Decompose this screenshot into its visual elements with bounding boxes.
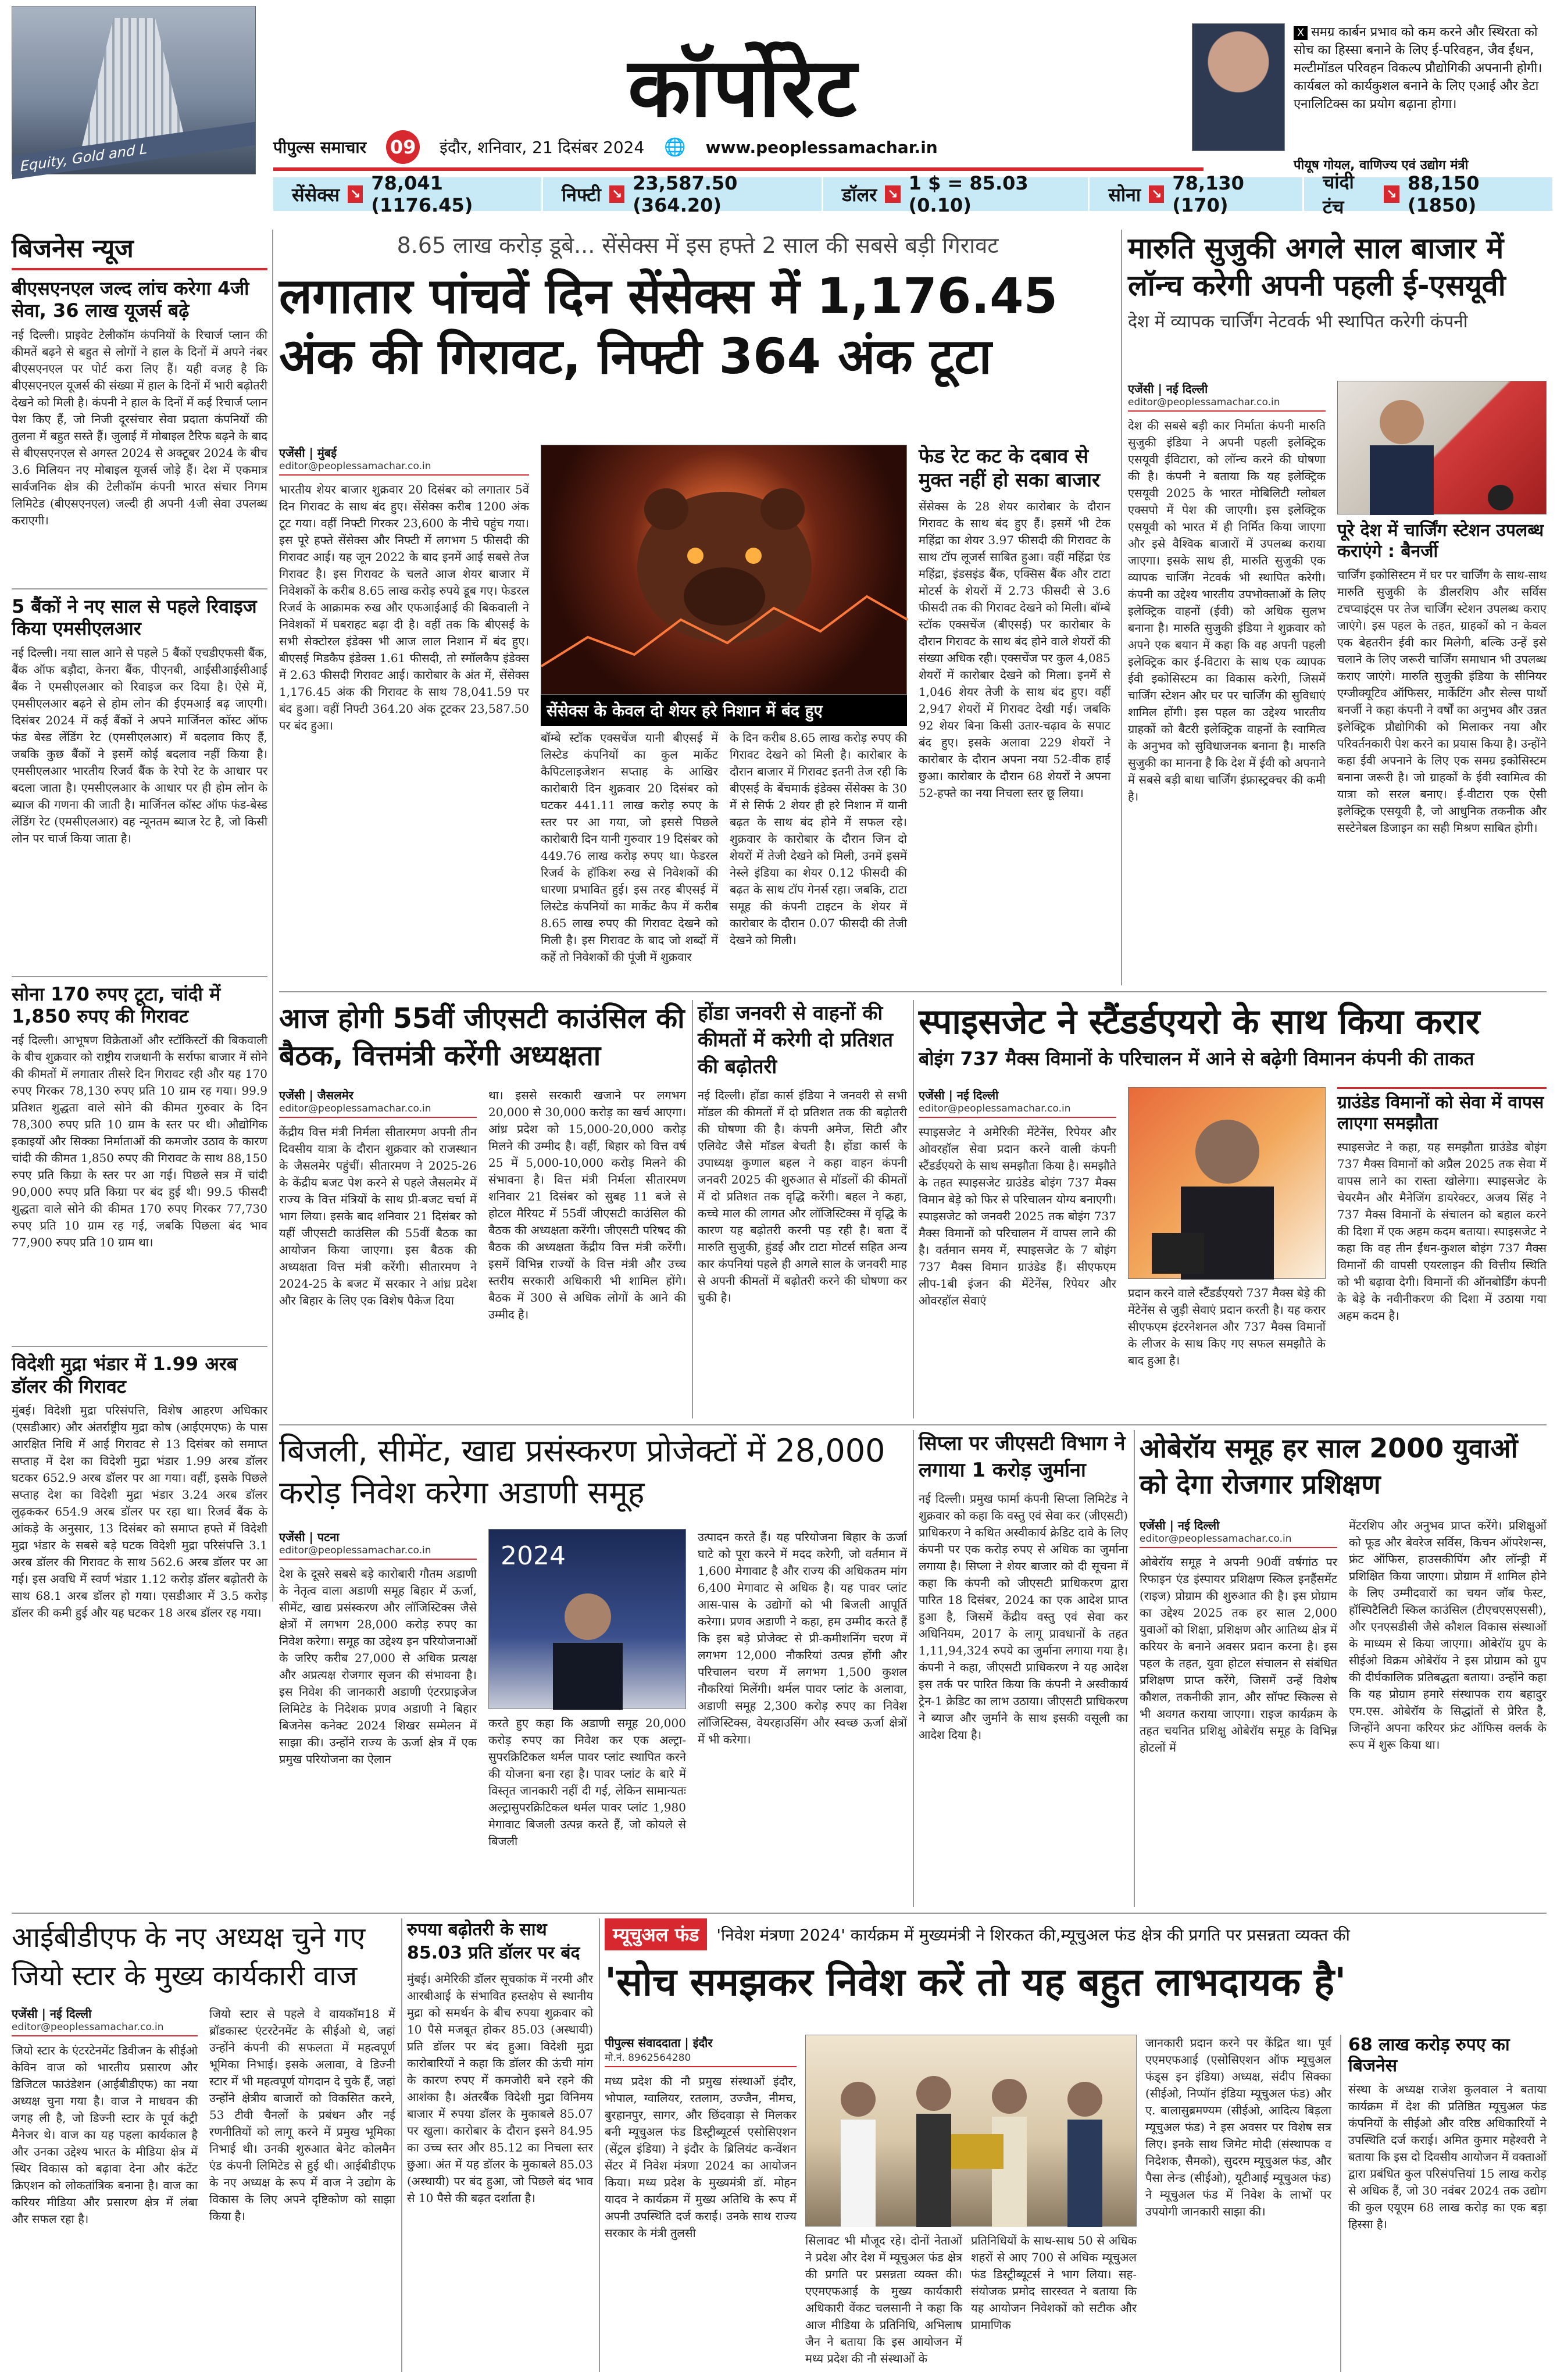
spicejet-photo <box>1128 1087 1326 1279</box>
spicejet-box-title: ग्राउंडेड विमानों को सेवा में वापस लाएगा समझौता <box>1337 1087 1547 1134</box>
quote-text <box>1294 23 1544 113</box>
rupee-body: मुंबई। अमेरिकी डॉलर सूचकांक में नरमी और आरबीआई के संभावित हस्तक्षेप से स्थानीय मुद्रा को समर्थन के बीच रुपया शुक्रवार को 10 पैसे मजबूत होकर 85.03 (अस्थायी) प्रति डॉलर पर बंद हुआ। विदेशी मुद्रा कारोबारियों ने कहा कि डॉलर की ऊंची मांग के कारण रुपए में कमजोरी बने रहने की आशंका है। अंतरबैंक विदेशी मुद्रा विनिमय बाजार में रुपया डॉलर के मुकाबले 85.07 पर खुला। कारोबार के दौरान इसने 84.95 का उच्च स्तर और 85.12 का निचला स्तर छुआ। अंत में यह डॉलर के मुकाबले 85.03 (अस्थायी) पर बंद हुआ, जो पिछले बंद भाव से 10 पैसे की बढ़त दर्शाता है। <box>407 1972 593 2205</box>
lead-col2: बॉम्बे स्टॉक एक्सचेंज यानी बीएसई में लिस्टेड कंपनियों का कुल मार्केट कैपिटलाइजेशन सप्ताह के आखिर कारोबारी दिन शुक्रवार 20 दिसंबर को घटकर 441.11 लाख करोड़ रुपए के स्तर पर आ गया, जो इससे पिछले कारोबारी दिन यानी गुरुवार 19 दिसंबर को 449.76 लाख करोड़ रुपए था। फेडरल रिजर्व के हॉकिश रुख से निवेशकों की धारणा प्रभावित हुई। इस तरह बीएसई में लिस्टेड कंपनियों का मार्केट कैप में करीब 8.65 लाख रुपए की गिरावट देखने को मिली है। इस गिरावट के बाद जो शब्दों में कहें तो निवेशकों की पूंजी में शुक्रवार <box>541 731 718 964</box>
spicejet-col1-block <box>919 1087 1116 1414</box>
bear-illustration <box>541 445 908 695</box>
ibdf-col1-block <box>12 2006 198 2368</box>
ticker-label: निफ्टी <box>561 183 601 206</box>
lead-col2-block <box>541 730 718 980</box>
ticker-value: 1 $ = 85.03 (0.10) <box>908 172 1029 216</box>
market-ticker <box>273 171 1552 218</box>
maruti-subhead: देश में व्यापक चार्जिंग नेटवर्क भी स्थापित करेगी कंपनी <box>1128 312 1468 332</box>
quote-body: समग्र कार्बन प्रभाव को कम करने और स्थिरता को सोच का हिस्सा बनाने के लिए ई-परिवहन, जैव ईंधन, मल्टीमॉडल परिवहन विकल्प प्रौद्योगिकी अपनानी होगी। कार्यबल को कार्यकुशल बनाने के लिए एआई और डेटा एनालिटिक्स का प्रयोग बढ़ाना होगा। <box>1294 25 1542 112</box>
ticker-label: सेंसेक्स <box>292 183 340 206</box>
mutual-col2-block <box>805 2232 962 2366</box>
maruti-col2: चार्जिंग इकोसिस्टम में घर पर चार्जिंग के साथ-साथ मारुति सुजुकी के डीलरशिप और सर्विस टचप्वाइंट्स पर तेज चार्जिंग स्टेशन उपलब्ध कराए जाएंगे। इस पहल के तहत, ग्राहकों को न केवल एक बेहतरीन ईवी कार मिलेगी, बल्कि उन्हें इसे चलाने के लिए जरूरी चार्जिंग समाधान भी उपलब्ध कराए जाएंगे। मारुति सुजुकी इंडिया के सीनियर एग्जीक्यूटिव ऑफिसर, मार्केटिंग और सेल्स पार्थो बनर्जी ने कहा कंपनी ने वर्षों का अनुभव और उन्नत इलेक्ट्रिक प्रौद्योगिकी को मिलाकर नया और परिवर्तनकारी पेश करने का प्रयास किया है। उन्होंने कहा ईवी अपनाने के लिए एक समग्र इकोसिस्टम बनाना जरूरी है। जो ग्राहकों के ईवी स्वामित्व की यात्रा को सरल बनाए। ई-वीटारा एक ऐसी इलेक्ट्रिक एसयूवी है, जो आधुनिक तकनीक और सस्टेनेबल डिजाइन का सही मिश्रण साबित होगी। <box>1337 568 1547 835</box>
section-rule <box>279 1424 1547 1425</box>
ticker-value: 78,130 (170) <box>1172 172 1244 216</box>
gold-headline: सोना 170 रुपए टूटा, चांदी में 1,850 रुपए की गिरावट <box>12 982 221 1027</box>
bse-building-photo <box>12 6 256 174</box>
publisher-name: पीपुल्स समाचार <box>273 138 367 157</box>
spicejet-col2-block <box>1128 1285 1326 1413</box>
ibdf-story <box>12 1918 395 2372</box>
gst-col2-block <box>488 1087 686 1413</box>
ticker-dollar <box>829 172 1090 216</box>
lead-story <box>279 230 1116 985</box>
maruti-col1: देश की सबसे बड़ी कार निर्माता कंपनी मारुति सुजुकी इंडिया ने अपनी पहली इलेक्ट्रिक एसयूवी ईविटारा, को लॉन्च करने की घोषणा की है। कंपनी ने बताया कि यह इलेक्ट्रिक एसयूवी 2025 के भारत मोबिलिटी ग्लोबल एक्सपो में पेश की जाएगी। इस इलेक्ट्रिक एसयूवी को भारत में ही निर्मित किया जाएगा और इसे वैश्विक बाजारों में उपलब्ध कराया जाएगा। इसके साथ ही, मारुति सुजुकी एक व्यापक चार्जिंग नेटवर्क भी स्थापित करेगी। कंपनी का उद्देश्य भारतीय उपभोक्ताओं के लिए इलेक्ट्रिक वाहनों (ईवी) को अधिक सुलभ बनाना है। मारुति सुजुकी इंडिया ने शुक्रवार को अपने एक बयान में कहा कि वह अपनी पहली इलेक्ट्रिक कार ई-विटारा के साथ एक व्यापक ईवी इकोसिस्टम का विकास करेगी, जिसमें चार्जिंग स्टेशन और घर पर चार्जिंग की सुविधाएं शामिल होंगी। इस पहल का उद्देश्य भारतीय ग्राहकों को बैटरी इलेक्ट्रिक वाहनों के स्वामित्व के अनुभव को सुविधाजनक बनाना है। मारुति सुजुकी का मानना है कि देश में ईवी को अपनाने में सबसे बड़ी बाधा चार्जिंग इंफ्रास्ट्रक्चर की कमी है। <box>1128 419 1326 803</box>
svg-text:2024: 2024 <box>501 1541 566 1571</box>
adani-col2: करते हुए कहा कि अडाणी समूह 20,000 करोड़ रुपए का निवेश कर एक अल्ट्रा-सुपरक्रिटिकल थर्मल पावर प्लांट स्थापित करने की योजना बना रहा है। पावर प्लांट के बारे में विस्तृत जानकारी नहीं दी गई, लेकिन सामान्यतः अल्ट्रासुपरक्रिटिकल थर्मल पावर प्लांट 1,980 मेगावाट बिजली उत्पन्न करते हैं, जो कोयले से बिजली <box>488 1716 686 1848</box>
lead-col3-block <box>730 730 907 980</box>
column-rule <box>913 1430 914 1907</box>
lead-col1: भारतीय शेयर बाजार शुक्रवार 20 दिसंबर को लगातार 5वें दिन गिरावट के साथ बंद हुए। सेंसेक्स करीब 1200 अंक टूट गया। वहीं निफ्टी गिरकर 23,600 के नीचे पहुंच गया। इस पूरे हफ्ते सेंसेक्स और निफ्टी में लगभग 5 फीसदी की गिरावट आई। यह जून 2022 के बाद इनमें आई सबसे तेज गिरावट है। इस गिरावट के चलते आज शेयर बाजार में निवेशकों के करीब 8.65 लाख करोड़ रुपये डूब गए। फेडरल रिजर्व के आक्रामक रुख और एफआईआई की बिकवाली ने निवेशकों में घबराहट बढ़ा दी है। वहीं तक कि बीएसई के सभी सेक्टोरल इंडेक्स भी आज लाल निशान में बंद हुए। बीएसई मिडकैप इंडेक्स 1.61 फीसदी, तो स्मॉलकैप इंडेक्स में 2.63 फीसदी गिरावट आई। कारोबार के अंत में, सेंसेक्स 1,176.45 अंक की गिरावट के साथ 78,041.59 पर बंद हुआ। वहीं निफ्टी 364.20 अंक टूटकर 23,587.50 पर बंद हुआ। <box>279 483 529 732</box>
ticker-nifty <box>549 172 823 216</box>
maruti-email: editor@peoplessamachar.co.in <box>1128 396 1326 412</box>
ticker-sensex <box>279 172 543 216</box>
gst-col2: था। इससे सरकारी खजाने पर लगभग 20,000 से 30,000 करोड़ का खर्च आएगा। आंध्र प्रदेश को 15,000-20,000 करोड़ मिलने की उम्मीद है। वहीं, बिहार को वित्त वर्ष 25 में 5,000-10,000 करोड़ मिलने की संभावना है। वित्त मंत्री निर्मला सीतारमण शनिवार 21 दिसंबर को सुबह 11 बजे से होटल मैरियट में 55वीं जीएसटी काउंसिल की बैठक की अध्यक्षता करेंगी। जीएसटी परिषद की बैठक की अध्यक्षता केंद्रीय वित्त मंत्री करेंगी। इसमें विभिन्न राज्यों के वित्त मंत्री और उच्च स्तरीय सरकारी अधिकारी भी शामिल होंगे। बैठक में 300 से अधिक लोगों के आने की उम्मीद है। <box>488 1088 686 1321</box>
ibdf-col1: जियो स्टार के एंटरटेनमेंट डिवीजन के सीईओ केविन वाज को भारतीय प्रसारण और डिजिटल फाउंडेशन (आईबीडीएफ) का नया अध्यक्ष चुना गया है। वाज ने माधवन की जगह ली है, जो डिज्नी स्टार के पूर्व कंट्री मैनेजर थे। वाज का यह पहला कार्यकाल है और उनका उद्देश्य भारत के मीडिया क्षेत्र में स्थिर विकास को बढ़ावा देना और कंटेंट क्रिएशन को लोकतांत्रिक बनाना है। वाज का करियर मीडिया और प्रसारण क्षेत्र में लंबा और सफल रहा है। <box>12 2043 198 2226</box>
adani-col3: उत्पादन करते हैं। यह परियोजना बिहार के ऊर्जा घाटे को पूरा करने में मदद करेगी, जो वर्तमान में 1,600 मेगावाट है और राज्य की अधिकतम मांग 6,400 मेगावाट से अधिक है। यह पावर प्लांट आस-पास के उद्योगों को भी बिजली आपूर्ति करेगा। प्रणव अडाणी ने कहा, हम उम्मीद करते हैं कि इस बड़े प्रोजेक्ट से प्री-कमीशनिंग चरण में लगभग 12,000 नौकरियां उत्पन्न होंगी और परिचालन चरण में लगभग 1,500 कुशल नौकरियां मिलेंगी। थर्मल पावर प्लांट के अलावा, अडाणी समूह 2,300 करोड़ रुपए का निवेश लॉजिस्टिक्स, वेयरहाउसिंग और स्वच्छ ऊर्जा क्षेत्रों में भी करेगा। <box>698 1530 907 1746</box>
page-number: 09 <box>386 130 420 164</box>
ibdf-email: editor@peoplessamachar.co.in <box>12 2021 198 2036</box>
spicejet-byline: एजेंसी | नई दिल्ली <box>919 1088 999 1102</box>
ibdf-col2-block <box>209 2006 395 2366</box>
ticker-value: 78,041 (1176.45) <box>371 172 473 216</box>
maruti-col1-block <box>1128 381 1326 999</box>
down-arrow-icon: ↘ <box>1384 185 1399 203</box>
award-ceremony-illustration <box>806 2035 1137 2227</box>
column-rule <box>272 230 273 1602</box>
down-arrow-icon: ↘ <box>609 185 624 203</box>
speaker-at-podium-illustration <box>489 1530 687 1710</box>
divider <box>12 976 267 977</box>
lead-email: editor@peoplessamachar.co.in <box>279 460 529 476</box>
bear-photo-caption: सेंसेक्स के केवल दो शेयर हरे निशान में बंद हुए <box>541 695 907 726</box>
gold-body: नई दिल्ली। आभूषण विक्रेताओं और स्टॉकिस्टों की बिकवाली के बीच शुक्रवार को राष्ट्रीय राजधानी के सर्राफा बाजार में सोने की कीमतों में लगातार तीसरे दिन गिरावट रही और यह 170 रुपए गिरकर 78,130 रुपए प्रति 10 ग्राम रह गया। 99.9 प्रतिशत शुद्धता वाले सोने की कीमत गुरुवार के दिन 78,300 रुपए प्रति 10 ग्राम के स्तर पर थी। औद्योगिक इकाइयों और सिक्का निर्माताओं की कमजोर उठाव के कारण चांदी की कीमत 1,850 रुपए की गिरावट के साथ 88,150 रुपए प्रति किग्रा के स्तर पर आ गई। पिछले सत्र में चांदी 90,000 रुपए प्रति किग्रा पर बंद हुई थी। 99.5 फीसदी शुद्धता वाले सोने की कीमत 170 रुपए गिरकर 77,730 रुपए प्रति 10 ग्राम रह गई, जबकि पिछला बंद भाव 77,900 रुपए प्रति 10 ग्राम था। <box>12 1033 267 1250</box>
quote-author: पीयूष गोयल, वाणिज्य एवं उद्योग मंत्री <box>1294 158 1469 173</box>
bear-photo <box>541 445 907 695</box>
down-arrow-icon: ↘ <box>1149 185 1164 203</box>
divider <box>12 1346 267 1347</box>
forex-headline: विदेशी मुद्रा भंडार में 1.99 अरब डॉलर की गिरावट <box>12 1353 238 1398</box>
website-link[interactable]: www.peoplessamachar.in <box>705 137 938 157</box>
bsnl-headline: बीएसएनएल जल्द लांच करेगा 4जी सेवा, 36 लाख यूजर्स बढ़े <box>12 277 249 322</box>
mutual-fund-kicker: 'निवेश मंत्रणा 2024' कार्यक्रम में मुख्यमंत्री ने शिरकत की,म्यूचुअल फंड क्षेत्र की प्रगति पर प्रसन्नता व्यक्त की <box>716 1925 1350 1945</box>
quote-box <box>1192 17 1547 174</box>
masthead <box>0 0 1557 186</box>
mutual-byline: पीपुल्स संवाददाता | इंदौर <box>605 2036 713 2050</box>
ibdf-byline: एजेंसी | नई दिल्ली <box>12 2007 92 2021</box>
column-rule <box>692 1000 693 1418</box>
news-item-gold <box>12 983 267 1341</box>
lead-col4: सेंसेक्स के 28 शेयर कारोबार के दौरान गिरावट के साथ बंद हुए हैं। इसमें भी टेक महिंद्रा का शेयर 3.97 फीसदी की गिरावट के साथ टॉप लूजर्स साबित हुआ। वहीं महिंद्रा एंड महिंद्रा, इंडसइंड बैंक, एक्सिस बैंक और टाटा मोटर्स के शेयरों में 2.73 फीसदी से 3.6 फीसदी तक की गिरावट देखने को मिली। बॉम्बे स्टॉक एक्सचेंज (बीएसई) पर कारोबार के दौरान गिरावट के साथ बंद होने वाले शेयरों की संख्या अधिक रही। एक्सचेंज पर कुल 4,085 शेयरों में कारोबार देखने को मिला। इनमें से 1,046 शेयर तेजी के साथ बंद हुए। वहीं 2,947 शेयरों में गिरावट देखी गई। जबकि 92 शेयर बिना किसी उतार-चढ़ाव के सपाट बंद हुए। इसके अलावा 229 शेयरों ने कारोबार के दौरान अपना नया 52-वीक हाई छुआ। कारोबार के दौरान 68 शेयरों ने अपना 52-हफ्ते का नया निचला स्तर छू लिया। <box>919 499 1110 800</box>
maruti-box <box>1337 520 1547 1009</box>
down-arrow-icon: ↘ <box>885 185 900 203</box>
gst-story <box>279 1000 686 1418</box>
lead-sidebar-title: फेड रेट कट के दबाव से मुक्त नहीं हो सका बाजार <box>919 445 1100 492</box>
ticker-value: 88,150 (1850) <box>1407 172 1480 216</box>
gst-col1-block <box>279 1087 477 1414</box>
mutual-fund-kicker-row <box>605 1918 1547 1950</box>
lead-byline: एजेंसी | मुंबई <box>279 446 337 460</box>
mutual-phone: मो.नं. 8962564280 <box>605 2050 797 2067</box>
mutual-side-block <box>1340 2035 1547 2372</box>
ibdf-headline: आईबीडीएफ के नए अध्यक्ष चुने गए जियो स्टार के मुख्य कार्यकारी वाज <box>12 1921 366 1992</box>
mclr-headline: 5 बैंकों ने नए साल से पहले रिवाइज किया एमसीएलआर <box>12 595 257 640</box>
ibdf-col2: जियो स्टार से पहले वे वायकॉम18 में ब्रॉडकास्ट एंटरटेनमेंट के सीईओ थे, जहां उन्होंने कंपनी की सफलता में महत्वपूर्ण भूमिका निभाई। इसके अलावा, वे डिज्नी स्टार में भी महत्वपूर्ण योगदान दे चुके हैं, जहां उन्होंने क्षेत्रीय बाजारों को विकसित करने, 53 टीवी चैनलों के प्रबंधन और नई रणनीतियों को लागू करने में प्रमुख भूमिका निभाई थी। उनकी शुरुआत बेनेट कोलमैन एंड कंपनी लिमिटेड से हुई थी। आईबीडीएफ के नए अध्यक्ष के रूप में वाज ने उद्योग के विकास के लिए अपने दृष्टिकोण को साझा किया है। <box>209 2007 395 2223</box>
gst-byline: एजेंसी | जैसलमेर <box>279 1088 353 1102</box>
spicejet-story <box>919 1000 1547 1418</box>
section-rule <box>279 991 1547 992</box>
dateline <box>273 129 1180 165</box>
ticker-label: चांदी टंच <box>1322 171 1354 218</box>
lead-byline-block <box>279 445 529 981</box>
column-rule <box>401 1918 402 2372</box>
mutual-col2: सिलावट भी मौजूद रहे। दोनों नेताओं ने प्रदेश और देश में म्यूचुअल फंड क्षेत्र की प्रगति पर प्रसन्नता व्यक्त की। एएमएफआई के मुख्य कार्यकारी अधिकारी वेंकट चलसानी ने कहा कि आज मीडिया के प्रतिनिधि, अभिलाष जैन ने बताया कि इस आयोजन में मध्य प्रदेश की नौ संस्थाओं के <box>805 2234 962 2365</box>
ticker-gold <box>1095 172 1304 216</box>
news-item-bsnl <box>12 277 267 583</box>
gst-headline: आज होगी 55वीं जीएसटी काउंसिल की बैठक, वित्तमंत्री करेंगी अध्यक्षता <box>279 1002 685 1072</box>
oberoi-col2-block <box>1349 1517 1547 1901</box>
divider <box>12 588 267 589</box>
maruti-headline: मारुति सुजुकी अगले साल बाजार में लॉन्च करेगी अपनी पहली ई-एसयूवी <box>1128 231 1506 302</box>
adani-photo <box>488 1529 686 1709</box>
oberoi-headline: ओबेरॉय समूह हर साल 2000 युवाओं को देगा रोजगार प्रशिक्षण <box>1140 1432 1518 1500</box>
adani-col3-block <box>698 1529 907 1889</box>
lead-headline: लगातार पांचवें दिन सेंसेक्स में 1,176.45 अंक की गिरावट, निफ्टी 364 अंक टूटा <box>279 267 1058 385</box>
date-text: इंदौर, शनिवार, 21 दिसंबर 2024 <box>440 138 645 157</box>
mutual-col1-block <box>605 2035 797 2370</box>
adani-story <box>279 1430 907 1907</box>
ticker-silver <box>1310 169 1552 219</box>
mutual-fund-tag: म्यूचुअल फंड <box>605 1918 707 1950</box>
mclr-body: नई दिल्ली। नया साल आने से पहले 5 बैंकों एचडीएफसी बैंक, बैंक ऑफ बड़ौदा, केनरा बैंक, पीएनबी, आईसीआईसीआई बैंक ने एमसीएलआर को रिवाइज कर दिया है। ऐसे में, एमसीएलआर बढ़ने से होम लोन की ईएमआई बढ़ जाएगी। दिसंबर 2024 में कई बैंकों ने अपने मार्जिनल कॉस्ट ऑफ फंड बेस्ड लेंडिंग रेट (एमसीएलआर) में बदलाव किए हैं, जबकि कुछ बैंकों ने इसमें कोई बदलाव नहीं किया है। एमसीएलआर भारतीय रिजर्व बैंक के रेपो रेट के आधार पर बदला जाता है। एमसीएलआर के आधार पर ही होम लोन के ब्याज की गणना की जाती है। मार्जिनल कॉस्ट ऑफ फंड-बेस्ड लेंडिंग रेट (एमसीएलआर) वह न्यूनतम ब्याज रेट है, जो किसी लोन पर चार्ज किया जाता है। <box>12 645 267 845</box>
rupee-headline: रुपया बढ़ोतरी के साथ 85.03 प्रति डॉलर पर बंद <box>407 1920 580 1963</box>
ticker-label: डॉलर <box>842 183 877 206</box>
person-and-car-illustration <box>1338 381 1547 515</box>
speaker-illustration <box>1129 1088 1326 1280</box>
spicejet-col1: स्पाइसजेट ने अमेरिकी मेंटेनेंस, रिपेयर और ओवरहॉल सेवा प्रदान करने वाली कंपनी स्टैंडर्डएयरो के साथ समझौता किया है। समझौते के तहत स्पाइसजेट ग्राउंडेड बोइंग 737 मैक्स विमान बेड़े को फिर से परिचालन योग्य बनाएगी। स्पाइसजेट को जनवरी 2025 तक बोइंग 737 मैक्स विमानों को परिचालन में वापस लाने की है। वर्तमान समय में, स्पाइसजेट के 7 बोइंग 737 मैक्स विमान ग्राउंडेड हैं। सीएफएम लीप-1बी इंजन की मेंटेनेंस, रिपेयर और ओवरहॉल सेवाएं <box>919 1125 1116 1307</box>
lead-col3: के दिन करीब 8.65 लाख करोड़ रुपए की गिरावट देखने को मिली है। कारोबार के दौरान बाजार में गिरावट इतनी तेज रही कि बीएसई के बेंचमार्क इंडेक्स सेंसेक्स के 30 में से सिर्फ 2 शेयर ही हरे निशान में यानी बढ़त के साथ बंद होने में सफल रहे। शुक्रवार के कारोबार के दौरान जिन दो शेयरों में तेजी देखने को मिली, उनमें इसमें नेस्ले इंडिया का शेयर 0.12 फीसदी की बढ़त के साथ टॉप गेनर्स रहा। जबकि, टाटा समूह की कंपनी टाइटन के शेयर में कारोबार के दौरान 0.07 फीसदी की तेजी देखने को मिली। <box>730 731 907 947</box>
section-rule <box>12 1913 1547 1914</box>
section-brand-title: कॉर्पोरेट <box>628 40 858 135</box>
masthead-rule <box>273 167 1204 171</box>
mutual-col4: जानकारी प्रदान करने पर केंद्रित था। पूर्व एएमएफआई (एसोसिएशन ऑफ म्यूचुअल फंड्स इन इंडिया) अध्यक्ष, संदीप सिक्का (सीईओ, निप्पॉन इंडिया म्यूचुअल फंड) और ए. बालासुब्रमण्यम (सीईओ, आदित्य बिड़ला म्यूचुअल फंड) ने इस अवसर पर विशेष सत्र लिए। इनके साथ जिमेट मोदी (संस्थापक व निदेशक, सैमको), सुदरम म्यूचुअल फंड, और पैसा लेन्ड (सीईओ), यूटीआई म्यूचुअल फंड) ने म्यूचुअल फंड में निवेश के लाभों पर उपयोगी जानकारी साझा की। <box>1145 2036 1331 2218</box>
cipla-story <box>919 1430 1128 1907</box>
mutual-fund-story <box>605 1918 1547 2372</box>
mutual-fund-headline: 'सोच समझकर निवेश करें तो यह बहुत लाभदायक है' <box>605 1960 1347 2004</box>
oberoi-email: editor@peoplessamachar.co.in <box>1140 1533 1337 1548</box>
spicejet-box-body: स्पाइसजेट ने कहा, यह समझौता ग्राउंडेड बोइंग 737 मैक्स विमानों को अप्रैल 2025 तक सेवा में वापस लाने का रास्ता खोलेगा। स्पाइसजेट के चेयरमैन और मैनेजिंग डायरेक्टर, अजय सिंह ने 737 मैक्स विमानों के संचालन को बहाल करने की दिशा में एक अहम कदम बताया। स्पाइसजेट ने कहा कि वह तीन ईंधन-कुशल बोइंग 737 मैक्स विमानों की वापसी एयरलाइन की वित्तीय स्थिति को भी बढ़ावा देगी। विमानों की ऑनबोर्डिंग कंपनी के बेड़े के नवीनीकरण की दिशा में उठाया गया अहम कदम है। <box>1337 1140 1547 1323</box>
forex-body: मुंबई। विदेशी मुद्रा परिसंपत्ति, विशेष आहरण अधिकार (एसडीआर) और अंतर्राष्ट्रीय मुद्रा कोष (आईएमएफ) के पास आरक्षित निधि में आई गिरावट से 13 दिसंबर को समाप्त सप्ताह में देश का विदेशी मुद्रा भंडार 1.99 अरब डॉलर घटकर 652.9 अरब डॉलर पर आ गया। वहीं, इसके पिछले सप्ताह देश का विदेशी मुद्रा भंडार 3.24 अरब डॉलर लुढ़ककर 654.9 अरब डॉलर पर रहा था। रिजर्व बैंक के आंकड़े के अनुसार, 13 दिसंबर को समाप्त हफ्ते में विदेशी मुद्रा भंडार के सबसे बड़े घटक विदेशी मुद्रा परिसंपत्ति 3.1 अरब डॉलर की गिरावट के साथ 562.6 अरब डॉलर पर आ गई। इस अवधि में स्वर्ण भंडार 1.12 करोड़ डॉलर बढ़ोतरी के साथ 68.1 अरब डॉलर हो गया। एसडीआर में 3.5 करोड़ डॉलर की कमी हुई और यह घटकर 18 अरब डॉलर रह गया। <box>12 1403 267 1620</box>
lead-kicker: 8.65 लाख करोड़ डूबे... सेंसेक्स में इस हफ्ते 2 साल की सबसे बड़ी गिरावट <box>397 233 999 258</box>
maruti-story <box>1128 230 1547 985</box>
news-item-forex <box>12 1353 267 1704</box>
honda-headline: होंडा जनवरी से वाहनों की कीमतों में करेगी दो प्रतिशत की बढ़ोतरी <box>698 1002 893 1078</box>
maruti-byline: एजेंसी | नई दिल्ली <box>1128 382 1208 396</box>
column-rule <box>913 1000 914 1418</box>
lead-sidebar <box>919 445 1110 963</box>
column-rule <box>599 1918 600 2372</box>
image-strip-text: Equity, Gold and L <box>12 122 255 180</box>
down-arrow-icon: ↘ <box>348 185 363 203</box>
mutual-col4-block <box>1145 2035 1331 2366</box>
x-logo-icon: X <box>1294 26 1308 40</box>
mutual-col1: मध्य प्रदेश की नौ प्रमुख संस्थाओं इंदौर, भोपाल, ग्वालियर, रतलाम, उज्जैन, नीमच, बुरहानपुर, सागर, और छिंदवाड़ा से मिलकर बनी म्यूचुअल फंड डिस्ट्रीब्यूटर्स एसोसिएशन (सेंट्रल इंडिया) ने इंदौर के ब्रिलियंट कन्वेंशन सेंटर में निवेश मंत्रणा 2024 का आयोजन किया। मध्य प्रदेश के मुख्यमंत्री डॉ. मोहन यादव ने कार्यक्रम में मुख्य अतिथि के रूप में अपनी उपस्थिति दर्ज कराई। उनके साथ राज्य सरकार के मंत्री तुलसी <box>605 2074 797 2240</box>
mutual-side-title: 68 लाख करोड़ रुपए का बिजनेस <box>1348 2035 1510 2076</box>
mutual-side-body: संस्था के अध्यक्ष राजेश कुलवाल ने बताया कार्यक्रम में देश की प्रतिष्ठित म्यूचुअल फंड कंपनियों के सीईओ और वरिष्ठ अधिकारियों ने उपस्थिति दर्ज कराई। अमित कुमार महेश्वरी ने बताया कि इस दो दिवसीय आयोजन में वक्ताओं द्वारा प्रबंधित कुल परिसंपत्तियां 15 लाख करोड़ से अधिक हैं, जो 30 नवंबर 2024 तक उद्योग की कुल एयूएम 68 लाख करोड़ का एक बड़ा हिस्सा है। <box>1348 2082 1547 2231</box>
oberoi-story <box>1140 1430 1547 1907</box>
adani-col1-block <box>279 1529 477 1914</box>
bsnl-body: नई दिल्ली। प्राइवेट टेलीकॉम कंपनियों के रिचार्ज प्लान की कीमतें बढ़ने से बहुत से लोगों ने हाल के दिनों में अपने नंबर बीएसएनएल पर पोर्ट करा लिए हैं। यही वजह है कि बीएसएनएल यूजर्स की संख्या में हाल के दिनों में भारी बढ़ोतरी देखने को मिली है। कंपनी ने हाल के दिनों में कई रिचार्ज प्लान पेश किए हैं, जो निजी दूरसंचार सेवा प्रदाता कंपनियों की तुलना में बहुत सस्ते हैं। जुलाई में मोबाइल टैरिफ बढ़ने के बाद से बीएसएनएल से अगस्त 2024 से अक्टूबर 2024 के बीच 3.6 मिलियन नए मोबाइल यूजर्स जोड़े हैं। देश में एकमात्र सार्वजनिक क्षेत्र की टेलीकॉम कंपनी भारत संचार निगम लिमिटेड (बीएसएनएल) जल्दी ही अपनी 4जी सेवा उपलब्ध कराएगी। <box>12 327 267 527</box>
mutual-col3: प्रतिनिधियों के साथ-साथ 50 से अधिक शहरों से आए 700 से अधिक म्यूचुअल फंड डिस्ट्रीब्यूटर्स ने भाग लिया। सह-संयोजक प्रमोद सारस्वत ने बताया कि यह आयोजन निवेशकों को सटीक और प्रामाणिक <box>971 2234 1137 2332</box>
news-item-mclr <box>12 595 267 970</box>
business-news-section-title: बिजनेस न्यूज <box>12 230 267 270</box>
adani-headline: बिजली, सीमेंट, खाद्य प्रसंस्करण प्रोजेक्टों में 28,000 करोड़ निवेश करेगा अडाणी समूह <box>279 1432 885 1511</box>
column-rule <box>1134 1430 1135 1907</box>
gst-col1: केंद्रीय वित्त मंत्री निर्मला सीतारमण अपनी तीन दिवसीय यात्रा के दौरान शुक्रवार को राजस्थान के जैसलमेर पहुंचीं। सीतारमण ने 2025-26 के केंद्रीय बजट पेश करने से पहले जैसलमेर में राज्य के वित्त मंत्रियों के साथ प्री-बजट चर्चा में भाग लिया। इसके बाद शनिवार 21 दिसंबर को यहीं जीएसटी काउंसिल की 55वीं बैठक का आयोजन किया जाएगा। इस बैठक की अध्यक्षता वित्त मंत्री करेंगी। सीतारमण ने 2024-25 के बजट में सरकार ने आंध्र प्रदेश और बिहार के लिए एक विशेष पैकेज दिया <box>279 1125 477 1307</box>
oberoi-col1: ओबेरॉय समूह ने अपनी 90वीं वर्षगांठ पर रिफाइन एंड इंस्पायर प्रशिक्षण स्किल इनहैंसमेंट (राइज) प्रोग्राम की शुरुआत की है। इस प्रोग्राम का उद्देश्य 2025 तक हर साल 2,000 युवाओं को शिक्षा, प्रशिक्षण और आतिथ्य क्षेत्र में करियर के बनाने अवसर प्रदान करना है। इस पहल के तहत, युवा होटल संचालन से संबंधित प्रशिक्षण प्राप्त करेंगे, जिसमें उन्हें विशेष कौशल, तकनीकी ज्ञान, और सॉफ्ट स्किल्स से भी अवगत कराया जाएगा। राइज कार्यक्रम के तहत चयनित प्रशिक्षु ओबेरॉय समूह के विभिन्न होटलों में <box>1140 1555 1337 1754</box>
building-shape <box>82 18 187 146</box>
mutual-fund-photo <box>805 2035 1137 2227</box>
honda-story <box>698 1000 907 1418</box>
spicejet-box <box>1337 1087 1547 1406</box>
rupee-story <box>407 1918 593 2372</box>
spicejet-email: editor@peoplessamachar.co.in <box>919 1103 1116 1118</box>
spicejet-col2: प्रदान करने वाले स्टैंडर्डएयरो 737 मैक्स बेड़े की मेंटेनेंस से जुड़ी सेवाएं प्रदान करती है। यह करार सीएफएम इंटरनेशनल और 737 मैक्स विमानों के लीजर के साथ किए गए सफल समझौते के बाद हुआ है। <box>1128 1286 1326 1367</box>
minister-photo <box>1192 23 1285 151</box>
cipla-body: नई दिल्ली। प्रमुख फार्मा कंपनी सिप्ला लिमिटेड ने शुक्रवार को कहा कि वस्तु एवं सेवा कर (जीएसटी) प्राधिकरण ने कथित अस्वीकार्य क्रेडिट दावे के लिए कंपनी पर एक करोड़ रुपए से अधिक का जुर्माना लगाया है। सिप्ला ने शेयर बाजार को दी सूचना में कहा कि कंपनी को जीएसटी प्राधिकरण द्वारा पारित 18 दिसंबर, 2024 का एक आदेश प्राप्त हुआ है, जिसमें केंद्रीय वस्तु एवं सेवा कर अधिनियम, 2017 के लागू प्रावधानों के तहत 1,11,94,324 रुपये का जुर्माना लगाया गया है। कंपनी ने कहा, जीएसटी प्राधिकरण ने यह आदेश इस तर्क पर पारित किया कि कंपनी ने अस्वीकार्य ट्रेन-1 क्रेडिट का लाभ उठाया। जीएसटी प्राधिकरण ने ब्याज और जुर्माने के साथ इसकी वसूली का आदेश दिया है। <box>919 1492 1128 1742</box>
oberoi-byline: एजेंसी | नई दिल्ली <box>1140 1518 1220 1532</box>
adani-col2-block <box>488 1715 686 1889</box>
ticker-label: सोना <box>1108 183 1141 206</box>
spicejet-subhead: बोइंग 737 मैक्स विमानों के परिचालन में आने से बढ़ेगी विमानन कंपनी की ताकत <box>919 1048 1474 1070</box>
maruti-photo <box>1337 381 1547 514</box>
oberoi-col1-block <box>1140 1517 1337 1903</box>
adani-email: editor@peoplessamachar.co.in <box>279 1545 477 1560</box>
ticker-value: 23,587.50 (364.20) <box>633 172 738 216</box>
adani-col1: देश के दूसरे सबसे बड़े कारोबारी गौतम अडाणी के नेतृत्व वाला अडाणी समूह बिहार में ऊर्जा, सीमेंट, खाद्य प्रसंस्करण और लॉजिस्टिक्स जैसे क्षेत्रों में लगभग 28,000 करोड़ रुपए का निवेश करेगा। समूह का उद्देश्य इन परियोजनाओं के जरिए करीब 27,000 से अधिक प्रत्यक्ष और अप्रत्यक्ष रोजगार सृजन की संभावना है। इस निवेश की जानकारी अडाणी एंटरप्राइजेज लिमिटेड के निदेशक प्रणव अडाणी ने बिहार बिजनेस कनेक्ट 2024 शिखर सम्मेलन में साझा की। उन्होंने राज्य के ऊर्जा क्षेत्र में एक प्रमुख परियोजना का ऐलान <box>279 1567 477 1766</box>
maruti-box-title: पूरे देश में चार्जिंग स्टेशन उपलब्ध कराएंगे : बैनर्जी <box>1337 520 1544 562</box>
oberoi-col2: मेंटरशिप और अनुभव प्राप्त करेंगे। प्रशिक्षुओं को फूड और बेवरेज सर्विस, किचन ऑपरेशन्स, फ्रंट ऑफिस, हाउसकीपिंग और लॉन्ड्री में प्रशिक्षित किया जाएगा। प्रोग्राम में शामिल होने के लिए उम्मीदवारों का चयन जॉब फेस्ट, हॉस्पिटैलिटी स्किल काउंसिल (टीएचएसएससी), और एनएसडीसी जैसे कौशल विकास संस्थाओं के माध्यम से किया जाएगा। ओबेरॉय ग्रुप के सीईओ विक्रम ओबेरॉय ने इस प्रोग्राम को ग्रुप की दीर्घकालिक प्रतिबद्धता बताया। उन्होंने कहा कि यह प्रोग्राम हमारे संस्थापक राय बहादुर एम.एस. ओबेरॉय के सिद्धांतों से प्रेरित है, जिन्होंने अपना करियर फ्रंट ऑफिस क्लर्क के रूप में शुरू किया था। <box>1349 1518 1547 1752</box>
column-rule <box>1121 230 1122 985</box>
globe-icon: 🌐 <box>664 137 686 158</box>
mutual-col3-block <box>971 2232 1137 2366</box>
adani-byline: एजेंसी | पटना <box>279 1530 340 1544</box>
cipla-headline: सिप्ला पर जीएसटी विभाग ने लगाया 1 करोड़ जुर्माना <box>919 1432 1126 1482</box>
honda-body: नई दिल्ली। होंडा कार्स इंडिया ने जनवरी से सभी मॉडल की कीमतों में दो प्रतिशत तक की बढ़ोतरी की घोषणा की है। कंपनी अमेज, सिटी और एलिवेट जैसे मॉडल बेचती है। होंडा कार्स के उपाध्यक्ष कुणाल बहल ने कहा वाहन कंपनी जनवरी 2025 की शुरुआत से मॉडलों की कीमतों में दो प्रतिशत तक वृद्धि करेंगी। बहल ने कहा, कच्चे माल की लागत और लॉजिस्टिक्स में वृद्धि के कारण यह बढ़ोतरी करनी पड़ रही है। बता दें मारुति सुजुकी, हुंडई और टाटा मोटर्स सहित अन्य कार कंपनियां पहले ही अगले साल के जनवरी माह से अपनी कीमतों में बढ़ोतरी करने की घोषणा कर चुकी है। <box>698 1088 907 1305</box>
spicejet-headline: स्पाइसजेट ने स्टैंडर्डएयरो के साथ किया करार <box>919 1002 1480 1042</box>
business-news-column <box>12 230 267 1620</box>
gst-email: editor@peoplessamachar.co.in <box>279 1103 477 1118</box>
